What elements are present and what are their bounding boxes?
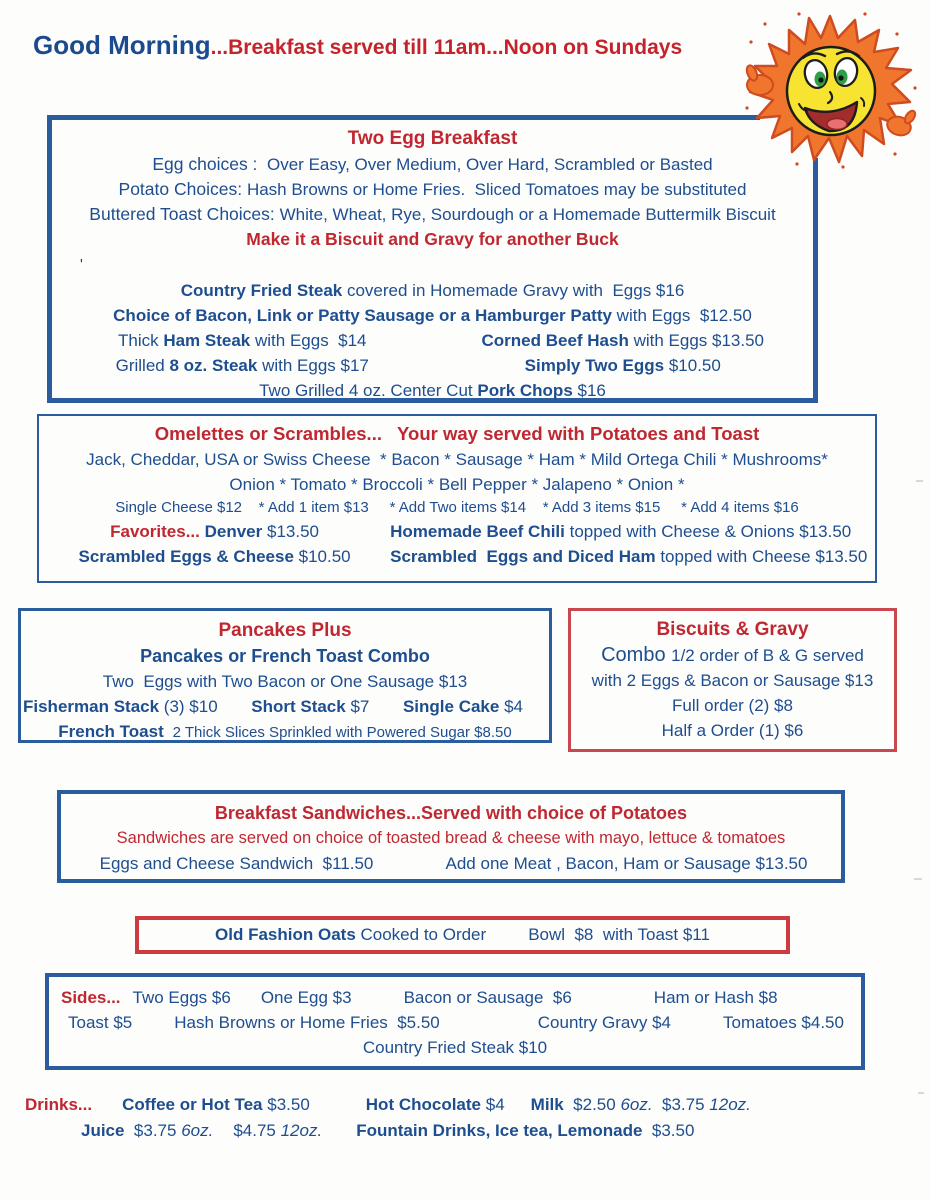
- menu-line: Fisherman Stack (3) $10: [23, 697, 218, 716]
- menu-line: Egg choices : Over Easy, Over Medium, Over Hard, Scrambled or Basted: [152, 154, 713, 174]
- menu-line: Grilled 8 oz. Steak with Eggs $17: [115, 356, 369, 375]
- promo-line: Make it a Biscuit and Gravy for another Buck: [246, 229, 619, 249]
- scan-artifact: [914, 878, 922, 880]
- menu-line: Choice of Bacon, Link or Patty Sausage or a Hamburger Patty with Eggs $12.50: [113, 306, 752, 325]
- menu-line: Buttered Toast Choices: White, Wheat, Rye, Sourdough or a Homemade Buttermilk Biscuit: [89, 204, 776, 224]
- menu-line: Onion * Tomato * Broccoli * Bell Pepper * Jalapeno * Onion *: [229, 475, 685, 494]
- scan-artifact: [918, 1092, 924, 1094]
- menu-line: Short Stack $7: [251, 697, 370, 716]
- menu-line: Full order (2) $8: [672, 696, 793, 715]
- biscuits-gravy-section: [568, 608, 897, 752]
- menu-line: Juice $3.75 6oz. $4.75 12oz. Fountain Drinks, Ice tea, Lemonade $3.50: [81, 1121, 695, 1140]
- spacer: [52, 252, 813, 278]
- menu-line: Pancakes or French Toast Combo: [140, 646, 430, 666]
- pancakes-plus-section: [18, 608, 552, 743]
- menu-line: Jack, Cheddar, USA or Swiss Cheese * Bacon * Sausage * Ham * Mild Ortega Chili * Mushrooms*: [86, 450, 828, 469]
- menu-line: with 2 Eggs & Bacon or Sausage $13: [591, 671, 874, 690]
- oats-section: [135, 916, 790, 954]
- menu-line: Sandwiches are served on choice of toasted bread & cheese with mayo, lettuce & tomatoes: [116, 829, 786, 847]
- greeting-text: Good Morning: [33, 30, 211, 60]
- menu-line: Half a Order (1) $6: [661, 721, 804, 740]
- drinks-section: [25, 1092, 905, 1144]
- section-title: Biscuits & Gravy: [656, 619, 809, 640]
- menu-line: Add one Meat , Bacon, Ham or Sausage $13.50: [445, 854, 808, 873]
- menu-line: Corned Beef Hash with Eggs $13.50: [481, 331, 764, 350]
- section-title: Pancakes Plus: [218, 620, 352, 641]
- omelettes-scrambles-section: [37, 414, 877, 583]
- menu-line: Homemade Beef Chili topped with Cheese & Onions $13.50: [390, 522, 852, 541]
- menu-line: Old Fashion Oats Cooked to Order Bowl $8 with Toast $11: [215, 925, 710, 944]
- menu-line: Eggs and Cheese Sandwich $11.50: [99, 854, 374, 873]
- section-title: Two Egg Breakfast: [347, 128, 518, 149]
- menu-line: Two Grilled 4 oz. Center Cut Pork Chops $16: [259, 381, 606, 400]
- menu-row: [61, 851, 841, 876]
- page-header: [33, 30, 682, 61]
- menu-row: [39, 544, 875, 569]
- menu-line: Single Cake $4: [402, 697, 523, 716]
- two-egg-breakfast-section: [47, 115, 818, 403]
- menu-line: Combo 1/2 order of B & G served: [601, 644, 864, 666]
- sides-section: [45, 973, 865, 1070]
- section-title: Omelettes or Scrambles... Your way served with Potatoes and Toast: [154, 423, 760, 444]
- menu-row: [52, 353, 813, 378]
- scan-artifact-mark: ': [80, 256, 83, 273]
- menu-line: Country Fried Steak covered in Homemade Gravy with Eggs $16: [180, 281, 685, 300]
- menu-line: Scrambled Eggs and Diced Ham topped with Cheese $13.50: [390, 547, 868, 566]
- menu-line: Favorites... Denver $13.50: [110, 522, 319, 541]
- scan-artifact: [916, 480, 923, 482]
- menu-line: Sides... Two Eggs $6 One Egg $3 Bacon or Sausage $6 Ham or Hash $8: [61, 988, 778, 1007]
- header-subtitle: ...Breakfast served till 11am...Noon on Sundays: [210, 36, 683, 59]
- smiling-sun-icon: [745, 12, 917, 170]
- menu-line: Potato Choices: Hash Browns or Home Fries. Sliced Tomatoes may be substituted: [118, 179, 747, 199]
- menu-line: Scrambled Eggs & Cheese $10.50: [78, 547, 351, 566]
- menu-row: [21, 694, 549, 719]
- menu-line: Drinks... Coffee or Hot Tea $3.50 Hot Chocolate $4 Milk $2.50 6oz. $3.75 12oz.: [25, 1095, 751, 1114]
- menu-line: Two Eggs with Two Bacon or One Sausage $13: [102, 672, 468, 691]
- menu-line: Country Fried Steak $10: [362, 1038, 548, 1057]
- menu-line: Toast $5 Hash Browns or Home Fries $5.50 Country Gravy $4 Tomatoes $4.50: [68, 1013, 844, 1032]
- menu-line: Thick Ham Steak with Eggs $14: [117, 331, 367, 350]
- menu-row: [39, 519, 875, 544]
- pricing-line: Single Cheese $12 * Add 1 item $13 * Add Two items $14 * Add 3 items $15 * Add 4 items $16: [115, 499, 799, 516]
- breakfast-sandwiches-section: [57, 790, 845, 883]
- menu-line: Simply Two Eggs $10.50: [524, 356, 721, 375]
- menu-line: French Toast 2 Thick Slices Sprinkled with Powered Sugar $8.50: [58, 722, 512, 741]
- menu-row: [52, 328, 813, 353]
- section-title: Breakfast Sandwiches...Served with choice of Potatoes: [214, 803, 688, 823]
